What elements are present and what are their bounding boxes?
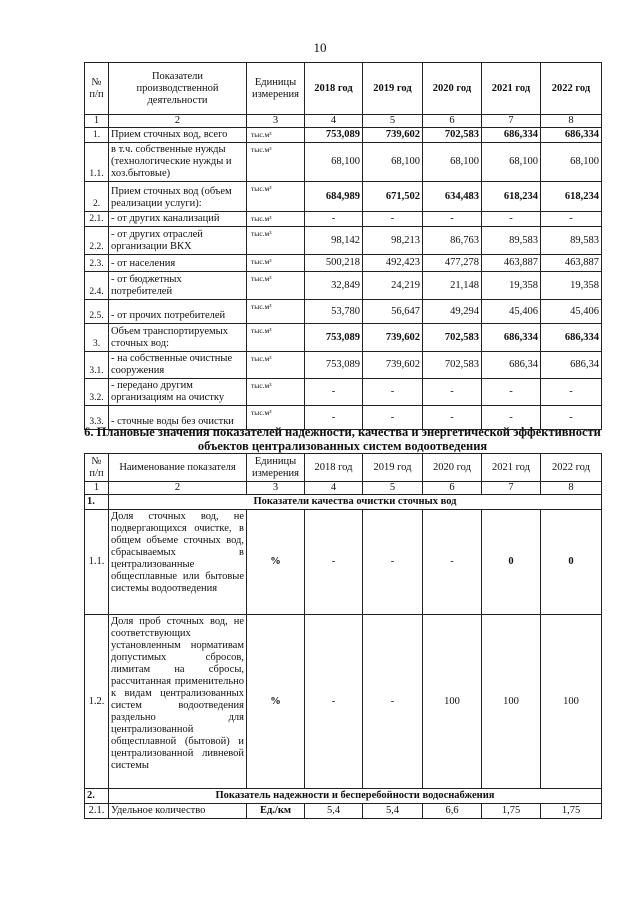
column-number: 7 bbox=[482, 482, 541, 495]
header-num: № п/п bbox=[85, 63, 109, 115]
value-cell: 5,4 bbox=[363, 804, 423, 819]
value-cell: 618,234 bbox=[541, 182, 602, 212]
value-cell: 89,583 bbox=[541, 227, 602, 255]
value-cell: - bbox=[541, 379, 602, 406]
table-row bbox=[85, 255, 602, 272]
value-cell: 86,763 bbox=[423, 227, 482, 255]
value-cell: - bbox=[363, 615, 423, 789]
row-unit: тыс.м³ bbox=[247, 255, 305, 272]
value-cell: 19,358 bbox=[541, 272, 602, 300]
row-number: 1. bbox=[85, 128, 109, 143]
row-number: 1.1. bbox=[85, 143, 109, 182]
value-cell: 0 bbox=[541, 510, 602, 615]
table-row bbox=[85, 182, 602, 212]
table-row bbox=[85, 615, 602, 789]
header-unit: Единицы измерения bbox=[247, 454, 305, 482]
value-cell: 702,583 bbox=[423, 324, 482, 352]
row-unit: тыс.м³ bbox=[247, 352, 305, 379]
header-unit: Единицы измерения bbox=[247, 63, 305, 115]
row-label: Доля проб сточных вод, не соответствующих установленным нормативам допустимых сбросов, лимитам на сбросы, рассчитанная применительно к видам централизованных систем водоотведения раздельно для централизованной общесплавной (бытовой) и централизованной ливневой системы bbox=[109, 615, 247, 789]
value-cell: 753,089 bbox=[305, 128, 363, 143]
value-cell: 702,583 bbox=[423, 352, 482, 379]
row-label: Доля сточных вод, не подвергающихся очистке, в общем объеме сточных вод, сбрасываемых в централизованные общесплавные или бытовые системы водоотведения bbox=[109, 510, 247, 615]
value-cell: - bbox=[305, 212, 363, 227]
table-header-row bbox=[85, 63, 602, 115]
row-unit: тыс.м³ bbox=[247, 379, 305, 406]
value-cell: - bbox=[541, 406, 602, 430]
value-cell: - bbox=[363, 406, 423, 430]
value-cell: 68,100 bbox=[305, 143, 363, 182]
column-number: 6 bbox=[423, 482, 482, 495]
value-cell: 1,75 bbox=[541, 804, 602, 819]
value-cell: - bbox=[305, 510, 363, 615]
row-number: 1.2. bbox=[85, 615, 109, 789]
table-row bbox=[85, 804, 602, 819]
row-unit: тыс.м³ bbox=[247, 406, 305, 430]
value-cell: 5,4 bbox=[305, 804, 363, 819]
row-label: в т.ч. собственные нужды (технологические нужды и хоз.бытовые) bbox=[109, 143, 247, 182]
column-number: 6 bbox=[423, 115, 482, 128]
column-number: 1 bbox=[85, 115, 109, 128]
column-number: 4 bbox=[305, 482, 363, 495]
row-number: 2.5. bbox=[85, 300, 109, 324]
value-cell: 739,602 bbox=[363, 128, 423, 143]
value-cell: 1,75 bbox=[482, 804, 541, 819]
table-row bbox=[85, 128, 602, 143]
row-label: - передано другим организациям на очистку bbox=[109, 379, 247, 406]
value-cell: - bbox=[423, 212, 482, 227]
value-cell: 56,647 bbox=[363, 300, 423, 324]
row-unit: Ед./км bbox=[247, 804, 305, 819]
value-cell: - bbox=[305, 615, 363, 789]
header-year: 2021 год bbox=[482, 454, 541, 482]
value-cell: 739,602 bbox=[363, 324, 423, 352]
value-cell: - bbox=[363, 212, 423, 227]
column-number: 5 bbox=[363, 482, 423, 495]
column-number: 8 bbox=[541, 115, 602, 128]
table-row bbox=[85, 379, 602, 406]
row-number: 2.1. bbox=[85, 804, 109, 819]
header-year: 2018 год bbox=[305, 63, 363, 115]
value-cell: 739,602 bbox=[363, 352, 423, 379]
value-cell: 6,6 bbox=[423, 804, 482, 819]
value-cell: 89,583 bbox=[482, 227, 541, 255]
row-unit: тыс.м³ bbox=[247, 128, 305, 143]
value-cell: 45,406 bbox=[482, 300, 541, 324]
header-year: 2019 год bbox=[363, 63, 423, 115]
row-label: Удельное количество bbox=[109, 804, 247, 819]
value-cell: 686,34 bbox=[541, 352, 602, 379]
value-cell: 684,989 bbox=[305, 182, 363, 212]
header-num: № п/п bbox=[85, 454, 109, 482]
value-cell: - bbox=[423, 406, 482, 430]
section-6-title: 6. Плановые значения показателей надежности, качества и энергетической эффективности объектов централизованных систем водоотведения bbox=[84, 425, 601, 453]
table-row bbox=[85, 300, 602, 324]
header-year: 2020 год bbox=[423, 454, 482, 482]
value-cell: 19,358 bbox=[482, 272, 541, 300]
value-cell: 68,100 bbox=[482, 143, 541, 182]
section-row bbox=[85, 495, 602, 510]
column-number: 7 bbox=[482, 115, 541, 128]
row-label: - сточные воды без очистки bbox=[109, 406, 247, 430]
value-cell: 686,334 bbox=[482, 128, 541, 143]
page-number: 10 bbox=[313, 40, 327, 55]
column-number: 2 bbox=[109, 115, 247, 128]
value-cell: - bbox=[482, 406, 541, 430]
row-unit: % bbox=[247, 615, 305, 789]
value-cell: - bbox=[423, 379, 482, 406]
value-cell: 100 bbox=[541, 615, 602, 789]
table-row bbox=[85, 510, 602, 615]
value-cell: 98,213 bbox=[363, 227, 423, 255]
row-label: Объем транспортируемых сточных вод: bbox=[109, 324, 247, 352]
row-number: 3. bbox=[85, 324, 109, 352]
value-cell: 463,887 bbox=[482, 255, 541, 272]
value-cell: 32,849 bbox=[305, 272, 363, 300]
header-year: 2019 год bbox=[363, 454, 423, 482]
column-number: 8 bbox=[541, 482, 602, 495]
value-cell: 53,780 bbox=[305, 300, 363, 324]
row-number: 3.1. bbox=[85, 352, 109, 379]
row-unit: % bbox=[247, 510, 305, 615]
header-year: 2022 год bbox=[541, 63, 602, 115]
row-label: - на собственные очистные сооружения bbox=[109, 352, 247, 379]
value-cell: 463,887 bbox=[541, 255, 602, 272]
value-cell: 686,334 bbox=[482, 324, 541, 352]
row-label: - от прочих потребителей bbox=[109, 300, 247, 324]
value-cell: 0 bbox=[482, 510, 541, 615]
value-cell: - bbox=[305, 379, 363, 406]
row-label: Прием сточных вод (объем реализации услуги): bbox=[109, 182, 247, 212]
column-number-row bbox=[85, 115, 602, 128]
table-row bbox=[85, 212, 602, 227]
value-cell: 634,483 bbox=[423, 182, 482, 212]
row-unit: тыс.м³ bbox=[247, 272, 305, 300]
value-cell: - bbox=[541, 212, 602, 227]
value-cell: 45,406 bbox=[541, 300, 602, 324]
production-indicators-table bbox=[84, 62, 602, 430]
reliability-indicators-table bbox=[84, 453, 602, 819]
row-number: 2.1. bbox=[85, 212, 109, 227]
section-title: Показатели качества очистки сточных вод bbox=[109, 495, 602, 510]
value-cell: - bbox=[482, 212, 541, 227]
table-row bbox=[85, 324, 602, 352]
section-title: Показатель надежности и бесперебойности водоснабжения bbox=[109, 789, 602, 804]
row-unit: тыс.м³ bbox=[247, 212, 305, 227]
section-number: 2. bbox=[85, 789, 109, 804]
column-number: 1 bbox=[85, 482, 109, 495]
table-header-row bbox=[85, 454, 602, 482]
row-unit: тыс.м³ bbox=[247, 182, 305, 212]
value-cell: 49,294 bbox=[423, 300, 482, 324]
column-number: 3 bbox=[247, 115, 305, 128]
section-number: 1. bbox=[85, 495, 109, 510]
row-number: 2.2. bbox=[85, 227, 109, 255]
row-unit: тыс.м³ bbox=[247, 143, 305, 182]
value-cell: 671,502 bbox=[363, 182, 423, 212]
value-cell: 686,334 bbox=[541, 128, 602, 143]
value-cell: 24,219 bbox=[363, 272, 423, 300]
value-cell: - bbox=[423, 510, 482, 615]
row-number: 1.1. bbox=[85, 510, 109, 615]
value-cell: 100 bbox=[482, 615, 541, 789]
row-unit: тыс.м³ bbox=[247, 324, 305, 352]
row-number: 3.3. bbox=[85, 406, 109, 430]
row-label: - от населения bbox=[109, 255, 247, 272]
value-cell: 68,100 bbox=[541, 143, 602, 182]
value-cell: 753,089 bbox=[305, 324, 363, 352]
value-cell: - bbox=[363, 379, 423, 406]
column-number: 2 bbox=[109, 482, 247, 495]
value-cell: 68,100 bbox=[423, 143, 482, 182]
value-cell: - bbox=[482, 379, 541, 406]
row-number: 2. bbox=[85, 182, 109, 212]
table-row bbox=[85, 227, 602, 255]
column-number-row bbox=[85, 482, 602, 495]
table-row bbox=[85, 143, 602, 182]
column-number: 3 bbox=[247, 482, 305, 495]
row-label: - от бюджетных потребителей bbox=[109, 272, 247, 300]
row-number: 3.2. bbox=[85, 379, 109, 406]
row-label: - от других канализаций bbox=[109, 212, 247, 227]
column-number: 4 bbox=[305, 115, 363, 128]
row-number: 2.3. bbox=[85, 255, 109, 272]
value-cell: 702,583 bbox=[423, 128, 482, 143]
value-cell: 492,423 bbox=[363, 255, 423, 272]
table-row bbox=[85, 352, 602, 379]
value-cell: - bbox=[363, 510, 423, 615]
value-cell: 477,278 bbox=[423, 255, 482, 272]
table-row bbox=[85, 272, 602, 300]
row-label: - от других отраслей организации ВКХ bbox=[109, 227, 247, 255]
value-cell: 21,148 bbox=[423, 272, 482, 300]
row-label: Прием сточных вод, всего bbox=[109, 128, 247, 143]
value-cell: 686,34 bbox=[482, 352, 541, 379]
row-unit: тыс.м³ bbox=[247, 227, 305, 255]
column-number: 5 bbox=[363, 115, 423, 128]
row-number: 2.4. bbox=[85, 272, 109, 300]
header-year: 2020 год bbox=[423, 63, 482, 115]
value-cell: - bbox=[305, 406, 363, 430]
header-year: 2021 год bbox=[482, 63, 541, 115]
value-cell: 618,234 bbox=[482, 182, 541, 212]
header-indicator: Наименование показателя bbox=[109, 454, 247, 482]
value-cell: 98,142 bbox=[305, 227, 363, 255]
header-indicator: Показатели производственной деятельности bbox=[109, 63, 247, 115]
value-cell: 68,100 bbox=[363, 143, 423, 182]
header-year: 2022 год bbox=[541, 454, 602, 482]
row-unit: тыс.м³ bbox=[247, 300, 305, 324]
value-cell: 686,334 bbox=[541, 324, 602, 352]
value-cell: 100 bbox=[423, 615, 482, 789]
section-row bbox=[85, 789, 602, 804]
value-cell: 753,089 bbox=[305, 352, 363, 379]
value-cell: 500,218 bbox=[305, 255, 363, 272]
header-year: 2018 год bbox=[305, 454, 363, 482]
